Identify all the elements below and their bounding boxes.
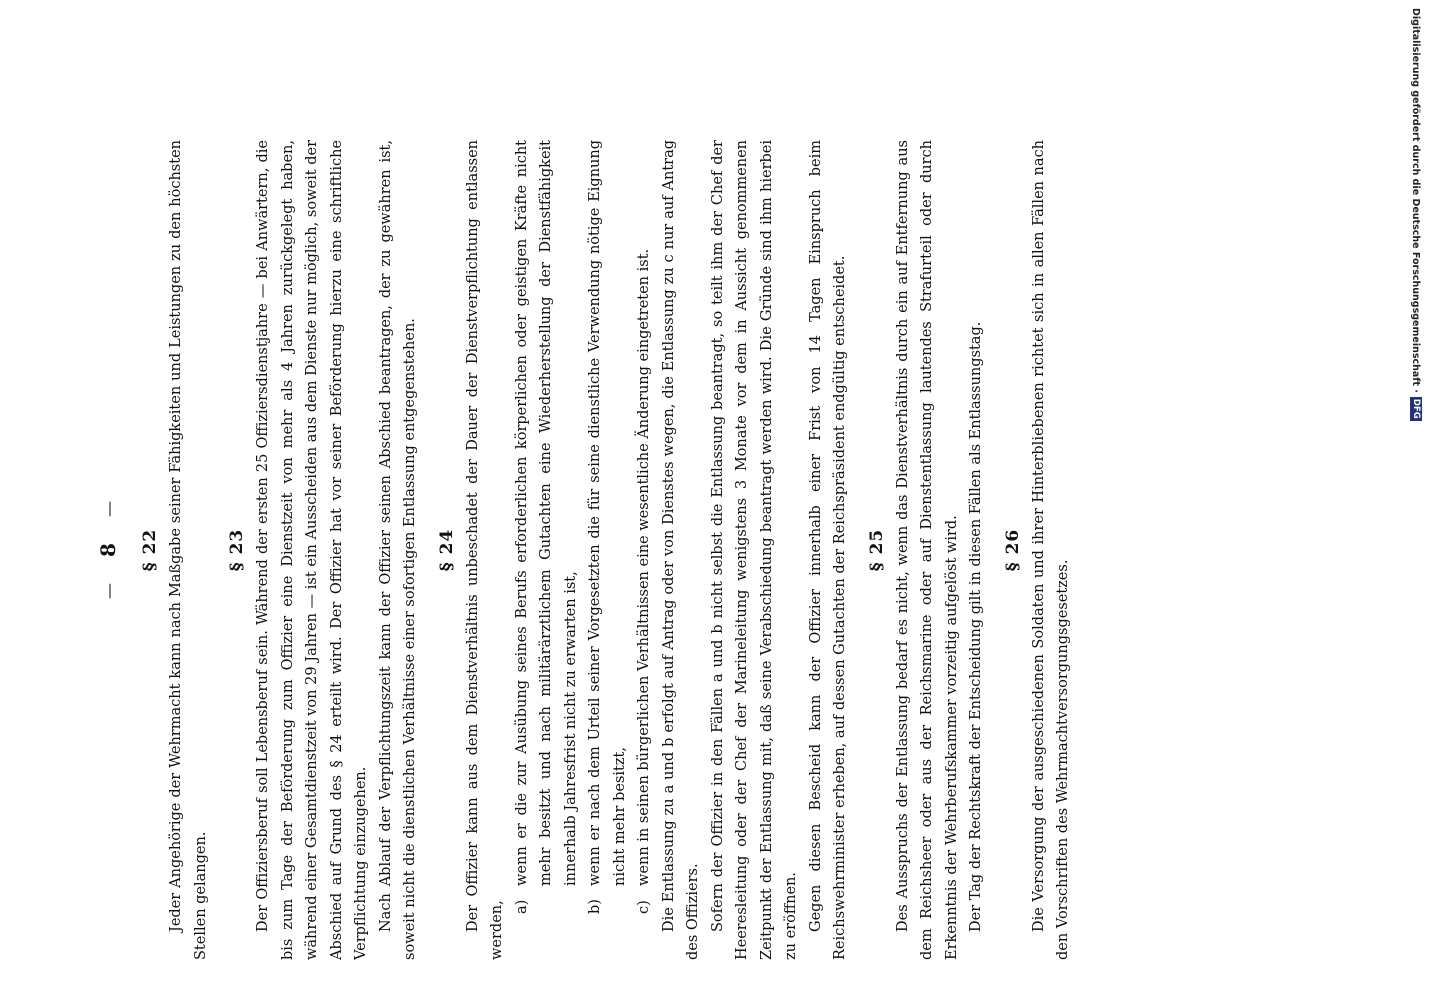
section-25-paragraph-1: Des Ausspruchs der Entlassung bedarf es nicht, wenn das Dienstverhältnis durch ein auf Entfernung aus dem Reichsheer oder aus der Reichsmarine oder auf Dienstentlassung lautendes Strafurteil oder durch Erkenntnis der Wehrberufskammer vorzeitig aufgelöst wird.: [894, 140, 960, 960]
page-number: 8: [96, 543, 120, 557]
section-23-paragraph-2: Nach Ablauf der Verpflichtungszeit kann der Offizier seinen Abschied beantragen, der zu gewähren ist, soweit nicht die dienstlichen Verhältnisse einer sofortigen Entlassung entgegenstehen.: [377, 140, 418, 960]
digitization-credit-text: Digitalisierung gefördert durch die Deutsche Forschungsgemeinschaft ·: [1410, 8, 1422, 393]
list-item: [583, 140, 632, 914]
section-24-paragraph-2: Die Entlassung zu a und b erfolgt auf Antrag oder von Dienstes wegen, die Entlassung zu c nur auf Antrag des Offiziers.: [660, 140, 701, 960]
section-22-text: Jeder Angehörige der Wehrmacht kann nach Maßgabe seiner Fähigkeiten und Leistungen zu den höchsten Stellen gelangen.: [168, 140, 209, 960]
dfg-logo: DFG: [1411, 398, 1421, 419]
item-label: c): [636, 900, 652, 914]
page-header: [90, 140, 126, 960]
section-23-heading: § 23: [227, 528, 247, 572]
section-26-paragraph-1: Die Versorgung der ausgeschiedenen Soldaten und ihrer Hinterbliebenen richtet sich in allen Fällen nach den Vorschriften des Wehrmachtversorgungsgesetzes.: [1030, 140, 1071, 960]
section-25-paragraph-2: Der Tag der Rechtskraft der Entscheidung gilt in diesen Fällen als Entlassungstag.: [968, 321, 984, 932]
section-24-paragraph-1: Der Offizier kann aus dem Dienstverhältnis unbeschadet der Dauer der Dienstverpflichtung entlassen werden,: [464, 140, 505, 960]
list-item: [632, 140, 657, 914]
section-24-paragraph-3: Sofern der Offizier in den Fällen a und b nicht selbst die Entlassung beantragt, so teilt ihm der Chef der Heeresleitung oder der Chef der Marineleitung wenigstens 3 Monate vor dem in Aussicht genommenen Zeitpunkt der Entlassung mit, daß seine Verabschiedung beantragt werden wird. Die Gründe sind ihm hierbei zu eröffnen.: [709, 140, 799, 960]
header-dash-right: —: [98, 501, 118, 518]
document-page: [90, 140, 1290, 960]
item-text: wenn in seinen bürgerlichen Verhältnissen eine wesentliche Änderung eingetreten ist.: [636, 248, 652, 886]
section-24-item-list: [510, 140, 657, 960]
section-23-paragraph-1: Der Offiziersberuf soll Lebensberuf sein. Während der ersten 25 Offiziersdienstjahre — bei Anwärtern, die bis zum Tage der Beförderung zum Offizier eine Dienstzeit von mehr als 4 Jahren zurückgelegt haben, während einer Gesamtdienstzeit von 29 Jahren — ist ein Ausscheiden aus dem Dienste nur möglich, soweit der Abschied auf Grund des § 24 erteilt wird. Der Offizier hat vor seiner Beförderung hierzu eine schriftliche Verpflichtung einzugehen.: [255, 140, 369, 960]
item-text: wenn er die zur Ausübung seines Berufs erforderlichen körperlichen oder geistigen Kräfte nicht mehr besitzt und nach militärärztlichem Gutachten eine Wiederherstellung der Dienstfähigkeit innerhalb Jahresfrist nicht zu erwarten ist,: [513, 140, 579, 886]
section-24-heading: § 24: [436, 528, 457, 572]
item-label: b): [587, 899, 603, 914]
section-22-heading: § 22: [140, 528, 160, 572]
item-label: a): [513, 899, 530, 914]
header-dash-left: —: [98, 582, 118, 599]
section-25-heading: § 25: [866, 528, 887, 572]
digitization-credit: [1410, 8, 1422, 421]
item-text: wenn er nach dem Urteil seiner Vorgesetzten die für seine dienstliche Verwendung nötige Eignung nicht mehr besitzt,: [587, 140, 628, 886]
list-item: [510, 140, 584, 914]
section-24-paragraph-4: Gegen diesen Bescheid kann der Offizier innerhalb einer Frist von 14 Tagen Einspruch beim Reichswehrminister erheben, auf dessen Gutachten der Reichspräsident endgültig entscheidet.: [807, 140, 848, 960]
section-26-heading: § 26: [1002, 528, 1023, 572]
